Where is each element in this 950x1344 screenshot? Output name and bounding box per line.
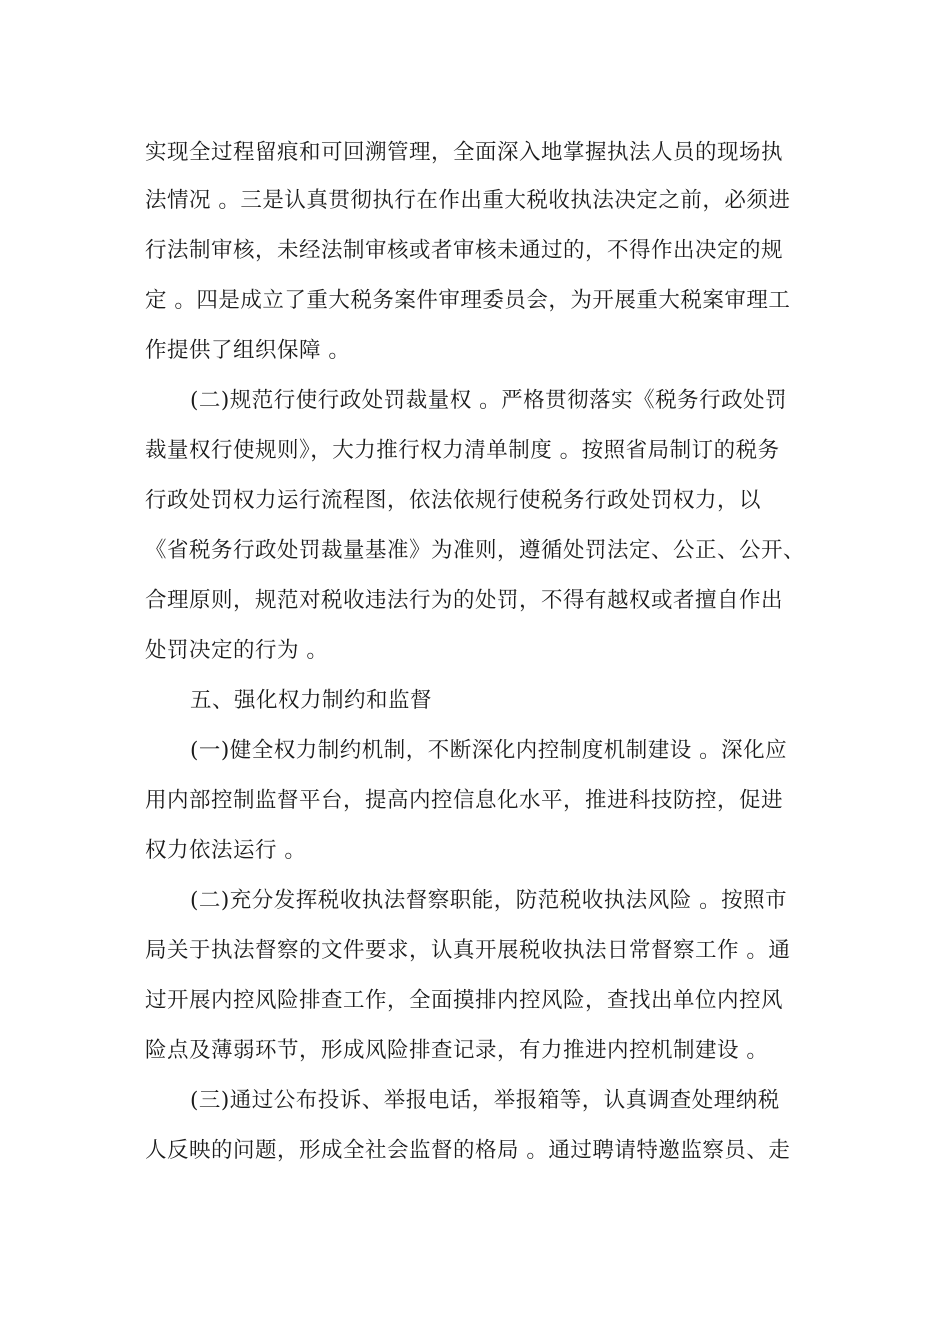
- text-line: 裁量权行使规则》，大力推行权力清单制度 。按照省局制订的税务: [145, 438, 780, 463]
- text-line: 行政处罚权力运行流程图，依法依规行使税务行政处罚权力，以: [145, 488, 762, 513]
- text-line: 行法制审核，未经法制审核或者审核未通过的，不得作出决定的规: [145, 238, 784, 263]
- text-line: 定 。四是成立了重大税务案件审理委员会，为开展重大税案审理工: [145, 288, 791, 313]
- paragraph-first-line: (二)充分发挥税收执法督察职能，防范税收执法风险 。按照市: [190, 888, 788, 913]
- text-line: 局关于执法督察的文件要求，认真开展税收执法日常督察工作 。通: [145, 938, 791, 963]
- text-line: 法情况 。三是认真贯彻执行在作出重大税收执法决定之前，必须进: [145, 188, 791, 213]
- text-line: 合理原则，规范对税收违法行为的处罚，不得有越权或者擅自作出: [145, 588, 784, 613]
- text-line: 实现全过程留痕和可回溯管理，全面深入地掌握执法人员的现场执: [145, 140, 784, 165]
- text-line: 《省税务行政处罚裁量基准》为准则，遵循处罚法定、公正、公开、: [145, 538, 806, 563]
- text-line: 处罚决定的行为 。: [145, 638, 329, 663]
- paragraph-first-line: (三)通过公布投诉、举报电话，举报箱等，认真调查处理纳税: [190, 1088, 780, 1113]
- text-line: 权力依法运行 。: [145, 838, 307, 863]
- text-line: 用内部控制监督平台，提高内控信息化水平，推进科技防控，促进: [145, 788, 784, 813]
- paragraph-first-line: (二)规范行使行政处罚裁量权 。严格贯彻落实《税务行政处罚: [190, 388, 788, 413]
- text-line: 作提供了组织保障 。: [145, 338, 351, 363]
- text-line: 险点及薄弱环节，形成风险排查记录，有力推进内控机制建设 。: [145, 1038, 769, 1063]
- section-heading: 五、强化权力制约和监督: [190, 688, 433, 713]
- text-line: 过开展内控风险排查工作，全面摸排内控风险，查找出单位内控风: [145, 988, 784, 1013]
- paragraph-first-line: (一)健全权力制约机制，不断深化内控制度机制建设 。深化应: [190, 738, 788, 763]
- text-line: 人反映的问题，形成全社会监督的格局 。通过聘请特邀监察员、走: [145, 1138, 791, 1163]
